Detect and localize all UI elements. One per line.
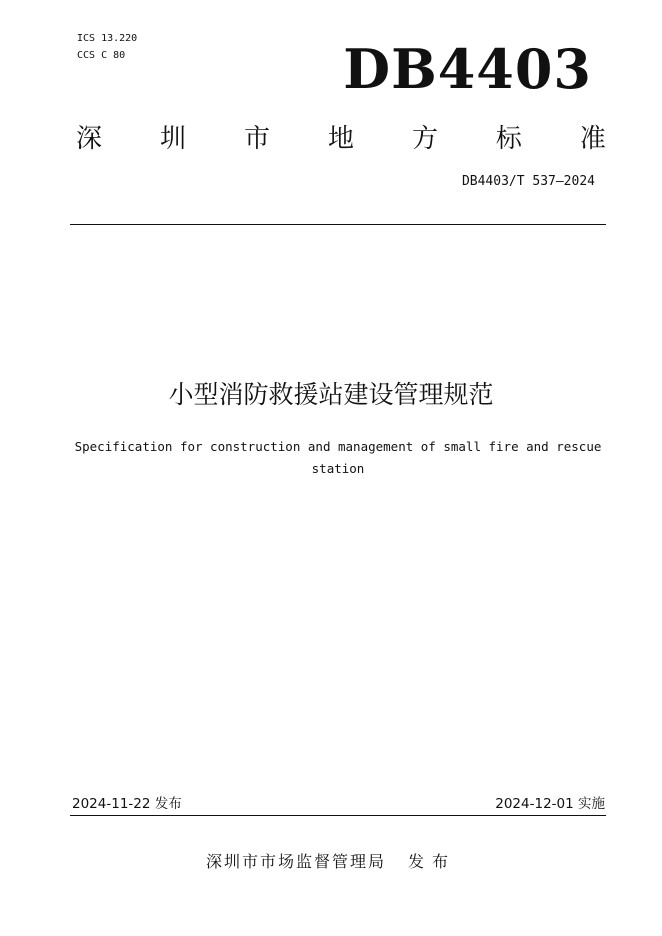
standard-level-char: 方 bbox=[411, 124, 438, 154]
top-divider bbox=[70, 224, 606, 225]
standard-level-char: 标 bbox=[495, 124, 522, 154]
standard-level-char: 准 bbox=[579, 124, 606, 154]
document-title-english: Specification for construction and management of small fire and rescue station bbox=[74, 439, 602, 476]
issue-date: 2024-11-22 发布 bbox=[72, 796, 182, 812]
document-title-chinese: 小型消防救援站建设管理规范 bbox=[168, 380, 494, 409]
standard-level-char: 地 bbox=[327, 124, 354, 154]
standard-level-char: 市 bbox=[243, 124, 270, 154]
standard-logo: DB4403 bbox=[343, 37, 592, 101]
standard-level-char: 深 bbox=[76, 124, 103, 154]
standard-number: DB4403/T 537—2024 bbox=[461, 174, 595, 189]
bottom-divider bbox=[70, 815, 606, 816]
implementation-date: 2024-12-01 实施 bbox=[495, 796, 605, 812]
standard-level-char: 圳 bbox=[159, 124, 186, 154]
issuing-organization: 深圳市市场监督管理局 bbox=[205, 852, 386, 871]
issuer-line bbox=[0, 851, 662, 873]
issue-action: 发布 bbox=[408, 852, 457, 871]
standard-level-heading bbox=[76, 122, 606, 156]
ics-code: ICS 13.220 bbox=[77, 33, 138, 44]
ccs-code: CCS C 80 bbox=[77, 50, 126, 61]
